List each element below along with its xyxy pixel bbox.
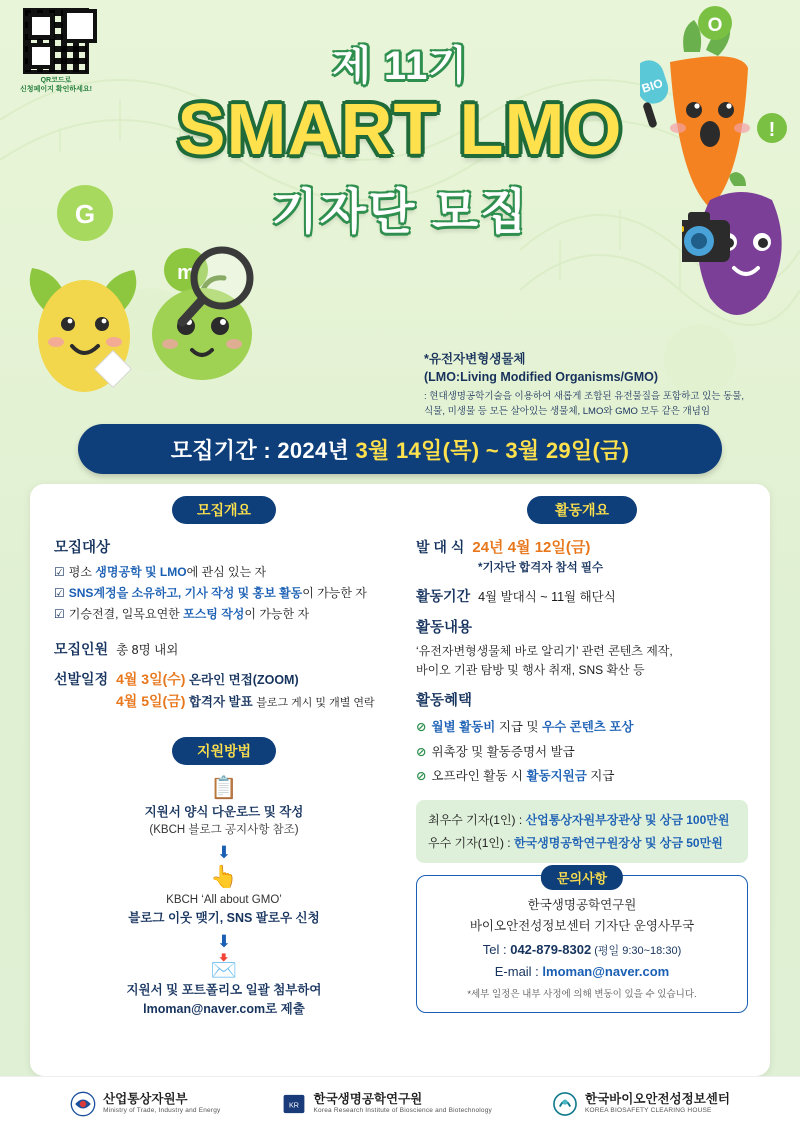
- section-pill-apply-method: 지원방법: [172, 737, 276, 765]
- activity-benefit-heading: 활동혜택: [416, 693, 473, 710]
- selection-schedule-row-2: [54, 691, 394, 711]
- contact-org-line1: 한국생명공학연구원: [527, 897, 637, 912]
- recruit-target-item: ☑ 평소 생명공학 및 LMO에 관심 있는 자: [54, 565, 267, 579]
- recruit-period-banner: [78, 424, 722, 474]
- section-pill-recruit-overview: 모집개요: [172, 496, 276, 524]
- footer-logos: [0, 1076, 800, 1131]
- apply-step-3: [54, 955, 394, 1019]
- recruit-target-item: ☑ 기승전결, 일목요연한 포스팅 작성이 가능한 자: [54, 607, 310, 621]
- activity-period-label: 활동기간: [416, 588, 471, 604]
- apple-character: [124, 230, 304, 390]
- recruit-period-dates: 3월 14일(목) ~ 3월 29일(금): [355, 437, 630, 463]
- title-line-2: SMART LMO: [177, 90, 623, 170]
- recruit-count-label: 모집인원: [54, 641, 109, 657]
- logo-kribb-name-ko: 한국생명공학연구원: [313, 1092, 423, 1107]
- ceremony-label: 발 대 식: [416, 539, 465, 555]
- ceremony-note: *기자단 합격자 참석 필수: [478, 562, 604, 574]
- svg-text:m: m: [177, 262, 195, 284]
- flow-arrow-icon: ⬇: [216, 932, 232, 951]
- activity-content-line-1: ‘유전자변형생물체 바로 알리기’ 관련 콘텐츠 제작,: [416, 644, 673, 658]
- award-box: [416, 800, 748, 862]
- apply-step-1-title: 지원서 양식 다운로드 및 작성: [144, 805, 304, 819]
- logo-kbch-name-en: KOREA BIOSAFETY CLEARING HOUSE: [585, 1107, 712, 1115]
- selection-schedule-label: 선발일정: [54, 671, 109, 687]
- kribb-logo-icon: [281, 1091, 307, 1117]
- benefit-item: ⊘ 위촉장 및 활동증명서 발급: [416, 744, 575, 759]
- right-column: [416, 496, 748, 1013]
- clipboard-icon: 📋: [210, 775, 238, 800]
- contact-tel-row: Tel : 042-879-8302 (평일 9:30~18:30): [482, 941, 682, 957]
- benefit-item: ⊘ 월별 활동비 지급 및 우수 콘텐츠 포상: [416, 720, 634, 735]
- award-row-2: 우수 기자(1인) : 한국생명공학연구원장상 및 상금 50만원: [428, 835, 723, 850]
- checkbox-icon: ☑: [54, 607, 65, 621]
- contact-note: *세부 일정은 내부 사정에 의해 변동이 있을 수 있습니다.: [467, 988, 697, 1000]
- contact-email-row[interactable]: E-mail : lmoman@naver.com: [494, 963, 670, 979]
- main-content-card: [30, 484, 770, 1076]
- apply-step-3-sub: lmoman@naver.com로 제출: [143, 1001, 305, 1016]
- contact-title: 문의사항: [541, 865, 623, 890]
- contact-box: [416, 870, 748, 1013]
- section-pill-activity-overview: 활동개요: [527, 496, 637, 524]
- benefit-item: ⊘ 오프라인 활동 시 활동지원금 지급: [416, 768, 615, 783]
- hand-click-icon: 👆: [210, 864, 238, 889]
- logo-motie: [70, 1091, 220, 1117]
- contact-org-line2: 바이오안전성정보센터 기자단 운영사무국: [469, 918, 695, 933]
- svg-text:BIO: BIO: [640, 75, 665, 96]
- motie-logo-icon: [70, 1091, 96, 1117]
- activity-content-heading: 활동내용: [416, 620, 473, 636]
- selection-text-2: 블로그 게시 및 개별 연락: [256, 697, 375, 709]
- recruit-count-value: 총 8명 내외: [116, 643, 179, 657]
- svg-text:KR: KR: [288, 1101, 299, 1110]
- title-line-3: 기자단 모집: [271, 185, 529, 239]
- gmo-note-line2: (LMO:Living Modified Organisms/GMO): [424, 370, 659, 385]
- apply-step-1-sub: (KBCH 블로그 공지사항 참조): [149, 823, 299, 836]
- apply-step-1: [54, 777, 394, 839]
- svg-text:G: G: [74, 199, 96, 229]
- selection-schedule-row-1: [54, 669, 394, 689]
- logo-kribb-name-en: Korea Research Institute of Bioscience and Biotechnology: [313, 1107, 493, 1115]
- gmo-note-line3: : 현대생명공학기술을 이용하여 새롭게 조합된 유전물질을 포함하고 있는 동물, 식물, 미생물 등 모든 살아있는 생물체, LMO와 GMO 모두 같은 개념임: [424, 391, 745, 417]
- recruit-target-heading: 모집대상: [54, 540, 111, 556]
- selection-date-2: 4월 5일(금): [116, 693, 186, 709]
- logo-motie-name-ko: 산업통상자원부: [103, 1092, 188, 1107]
- apply-flow-diagram: [54, 777, 394, 1019]
- logo-kribb: [281, 1091, 493, 1117]
- flow-arrow-icon: ⬇: [216, 843, 232, 862]
- apply-step-3-title: 지원서 및 포트폴리오 일괄 첨부하여: [126, 983, 322, 997]
- logo-kbch: [552, 1091, 730, 1117]
- apply-step-2-title: KBCH ‘All about GMO’: [166, 894, 282, 906]
- selection-text-2-bold: 합격자 발표: [188, 695, 253, 709]
- logo-motie-name-en: Ministry of Trade, Industry and Energy: [103, 1107, 221, 1115]
- svg-text:!: !: [768, 119, 776, 141]
- logo-kbch-name-ko: 한국바이오안전성정보센터: [585, 1092, 730, 1107]
- check-circle-icon: ⊘: [416, 768, 427, 783]
- poster-title: [0, 34, 800, 242]
- recruit-count-row: [54, 639, 394, 659]
- award-row-1: 최우수 기자(1인) : 산업통상자원부장관상 및 상금 100만원: [428, 813, 730, 828]
- mail-icon: 📩: [210, 953, 238, 978]
- svg-text:O: O: [707, 15, 723, 36]
- recruit-period-label: 모집기간 : 2024년: [170, 437, 356, 463]
- checkbox-icon: ☑: [54, 586, 65, 600]
- activity-period-row: [416, 586, 748, 606]
- qr-caption: QR코드로 신청페이지 확인하세요!: [20, 77, 92, 93]
- check-circle-icon: ⊘: [416, 744, 427, 759]
- selection-date-1: 4월 3일(수): [116, 671, 186, 687]
- checkbox-icon: ☑: [54, 565, 65, 579]
- apply-step-2-sub: 블로그 이웃 맺기, SNS 팔로우 신청: [128, 911, 320, 926]
- left-column: [54, 496, 394, 1019]
- kbch-logo-icon: [552, 1091, 578, 1117]
- ceremony-row: [416, 536, 748, 557]
- recruit-target-item: ☑ SNS계정을 소유하고, 기사 작성 및 홍보 활동이 가능한 자: [54, 586, 367, 600]
- apply-step-2: [54, 866, 394, 928]
- title-line-1: 제 11기: [332, 44, 468, 88]
- ceremony-date: 24년 4월 12일(금): [472, 539, 591, 556]
- check-circle-icon: ⊘: [416, 720, 427, 735]
- activity-content-line-2: 바이오 기관 탐방 및 행사 취재, SNS 확산 등: [416, 662, 645, 677]
- selection-text-1: 온라인 면접(ZOOM): [188, 673, 299, 687]
- gmo-definition-note: [424, 350, 754, 419]
- gmo-note-line1: *유전자변형생물체: [424, 352, 526, 366]
- activity-period-value: 4월 발대식 ~ 11월 해단식: [478, 590, 616, 604]
